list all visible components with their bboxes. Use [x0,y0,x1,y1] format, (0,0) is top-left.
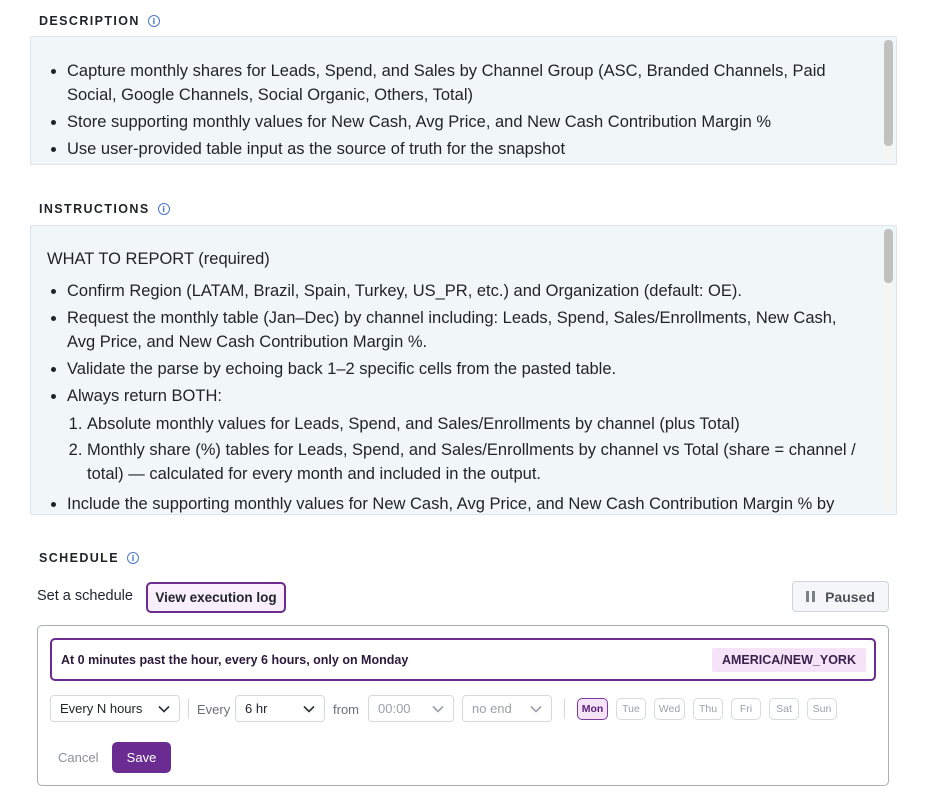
schedule-label: SCHEDULE [39,551,119,565]
status-label: Paused [825,588,875,605]
frequency-select[interactable] [50,695,180,722]
schedule-section-label [39,551,139,565]
scrollbar-thumb[interactable] [884,229,893,283]
paused-button[interactable] [792,581,889,612]
instructions-list [47,279,860,515]
chevron-down-icon [432,705,444,713]
day-toggle-thu[interactable]: Thu [693,698,723,720]
description-section-label [39,14,160,28]
list-item-text: Always return BOTH: [67,387,222,405]
timezone-badge[interactable]: AMERICA/NEW_YORK [712,648,866,672]
description-scrollbar[interactable] [884,40,893,161]
day-toggle-sun[interactable]: Sun [807,698,837,720]
scrollbar-thumb[interactable] [884,40,893,146]
save-button[interactable]: Save [112,742,171,773]
pause-icon [806,591,815,602]
start-time-value: 00:00 [378,701,411,716]
list-item: • Include the supporting monthly values for New Cash, Avg Price, and New Cash Contribution Margin % by [67,492,860,515]
day-toggle-fri[interactable]: Fri [731,698,761,720]
instructions-scrollbar[interactable] [884,229,893,511]
list-item: • Validate the parse by echoing back 1–2 specific cells from the pasted table. [67,357,860,381]
chevron-down-icon [158,705,170,713]
schedule-summary-field[interactable] [50,638,876,681]
cancel-button[interactable]: Cancel [58,750,99,765]
info-icon[interactable]: i [148,15,160,27]
list-item: • Store supporting monthly values for New Cash, Avg Price, and New Cash Contribution Margin % [67,110,856,134]
description-list [31,59,856,161]
interval-select[interactable] [235,695,325,722]
interval-value: 6 hr [245,701,268,716]
chevron-down-icon [530,705,542,713]
day-toggle-sat[interactable]: Sat [769,698,799,720]
list-item: • Use user-provided table input as the source of truth for the snapshot [67,137,856,161]
chevron-down-icon [303,705,315,713]
instructions-section-label [39,202,170,216]
end-value: no end [472,701,512,716]
day-toggle-mon[interactable]: Mon [577,698,608,720]
list-item: • Request the monthly table (Jan–Dec) by channel including: Leads, Spend, Sales/Enrollments, New Cash, Avg Price, and New Cash Contribution Margin %. [67,306,860,354]
from-label: from [333,702,359,717]
day-toggle-wed[interactable]: Wed [654,698,685,720]
view-execution-log-button[interactable]: View execution log [146,582,286,613]
instructions-heading: WHAT TO REPORT (required) [47,250,270,268]
list-item: • Capture monthly shares for Leads, Spend, and Sales by Channel Group (ASC, Branded Channels, Paid Social, Google Channels, Social Organic, Others, Total) [67,59,856,107]
schedule-summary: At 0 minutes past the hour, every 6 hours, only on Monday [61,652,409,667]
list-item [67,384,860,486]
info-icon[interactable]: i [158,203,170,215]
instructions-label: INSTRUCTIONS [39,202,150,216]
day-toggle-tue[interactable]: Tue [616,698,646,720]
divider [564,699,565,719]
frequency-value: Every N hours [60,701,143,716]
numbered-item: 2. Monthly share (%) tables for Leads, Spend, and Sales/Enrollments by channel vs Total (share = channel / total) — calculated for every month and included in the output. [87,438,860,486]
divider [188,699,189,719]
description-label: DESCRIPTION [39,14,140,28]
list-item: • Confirm Region (LATAM, Brazil, Spain, Turkey, US_PR, etc.) and Organization (default: OE). [67,279,860,303]
numbered-item: 1. Absolute monthly values for Leads, Spend, and Sales/Enrollments by channel (plus Total) [87,412,860,436]
description-textbox[interactable] [30,36,897,165]
numbered-list [67,412,860,486]
every-label: Every [197,702,231,717]
set-schedule-label: Set a schedule [37,588,133,604]
start-time-select[interactable] [368,695,454,722]
info-icon[interactable]: i [127,552,139,564]
instructions-textbox[interactable] [30,225,897,515]
end-select[interactable] [462,695,552,722]
